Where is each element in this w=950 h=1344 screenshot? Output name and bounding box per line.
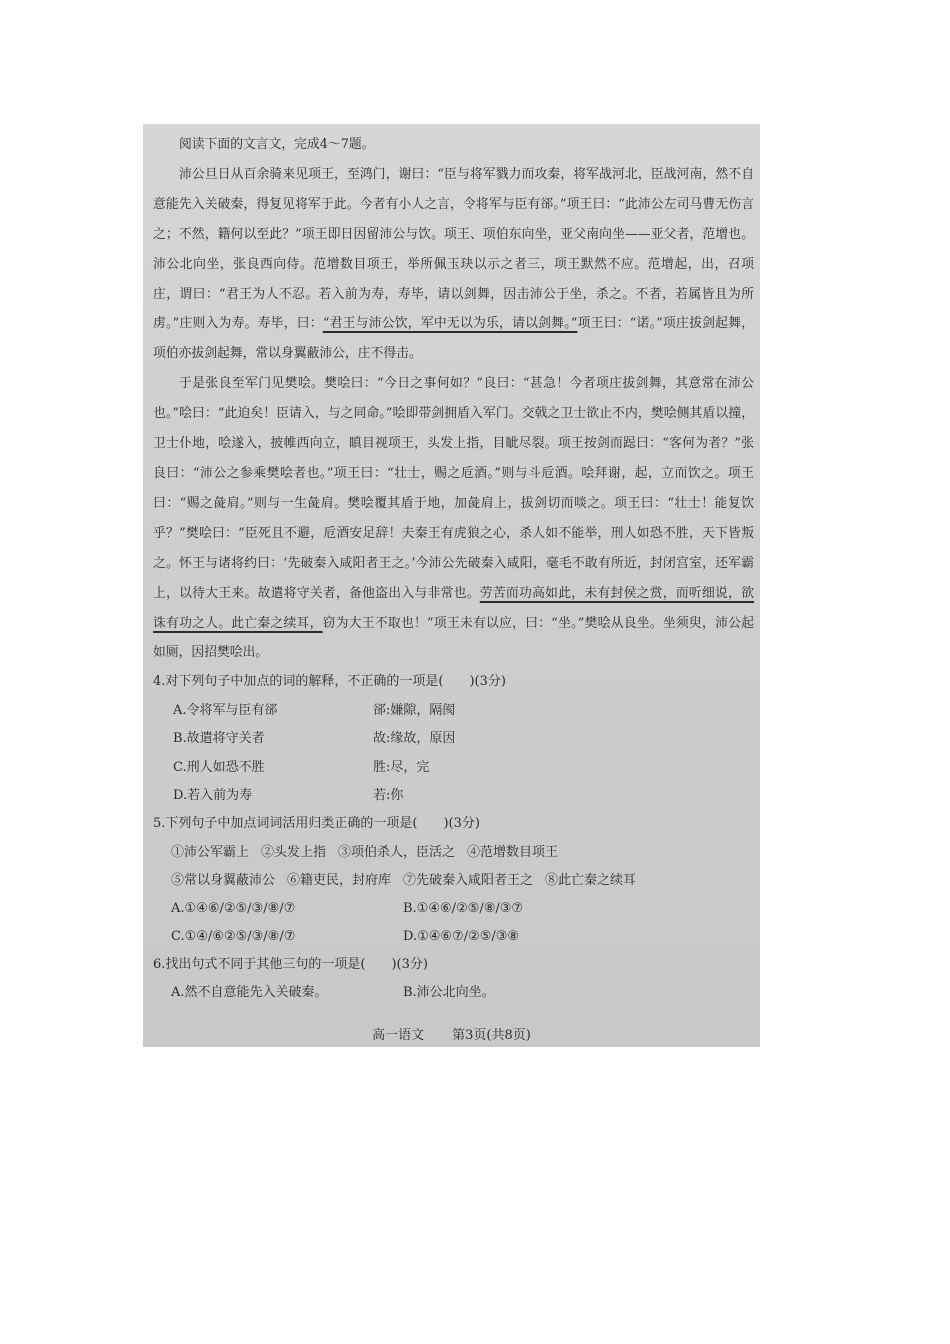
q4-option-d: D.若入前为寿 若:你 bbox=[173, 787, 404, 803]
q4-option-b: B.故遣将守关者 故:缘故，原因 bbox=[173, 731, 456, 747]
q4-option-c: C.刑人如恐不胜 胜:尽，完 bbox=[173, 759, 430, 775]
passage-text: 于是张良至军门见樊哙。樊哙曰：“今日之事何如？”良曰：“甚急！今者项庄拔剑舞，其意常在沛公也。”哙曰：“此迫矣！臣请入，与之同命。”哙即带剑拥盾入军门。交戟之卫士欲止不内，樊哙侧其盾以撞，卫士仆地，哙遂入，披帷西向立，瞋目视项王，头发上指，目眦尽裂。项王按剑而跽曰：“客何为者？”张良曰：“沛公之参乘樊哙者也。”项王曰：“壮士，赐之卮酒。”则与斗卮酒。哙拜谢，起，立而饮之。项王曰：“赐之彘肩。”则与一生彘肩。樊哙覆其盾于地，加彘肩上，拔剑切而啖之。项王曰：“壮士！能复饮乎？”樊哙曰：“臣死且不避，卮酒安足辞！夫秦王有虎狼之心，杀人如不能举，刑人如恐不胜，天下皆叛之。怀王与诸将约曰：‘先破秦入咸阳者王之。’今沛公先破秦入咸阳，毫毛不敢有所近，封闭宫室，还军霸上，以待大王来。故遣将守关者，备他盗出入与非常也。 bbox=[153, 376, 754, 601]
q5-items-row-1: ①沛公军霸上 ②头发上指 ③项伯杀人，臣活之 ④范增数目项王 bbox=[171, 844, 559, 860]
page-footer: 高一语文 第3页(共8页) bbox=[372, 1028, 531, 1043]
passage-text: 项王曰：“诺。”项庄拔剑起舞，项伯亦拔剑起舞，常以身翼蔽沛公，庄不得击。 bbox=[153, 316, 755, 362]
question-4-stem: 4.对下列句子中加点的词的解释，不正确的一项是( )(3分) bbox=[153, 674, 506, 690]
underlined-sentence: 劳苦而功高如此，未有封侯之赏，而听细说，欲诛有功之人。此亡秦之续耳， bbox=[153, 585, 755, 631]
passage-paragraph-2 bbox=[153, 369, 754, 668]
instruction: 阅读下面的文言文，完成4～7题。 bbox=[179, 137, 375, 152]
question-5-stem: 5.下列句子中加点词词活用归类正确的一项是( )(3分) bbox=[153, 816, 480, 832]
passage-paragraph-1 bbox=[153, 160, 754, 369]
question-6-stem: 6.找出句式不同于其他三句的一项是( )(3分) bbox=[153, 956, 428, 972]
q5-items-row-2: ⑤常以身翼蔽沛公 ⑥籍吏民，封府库 ⑦先破秦入咸阳者王之 ⑧此亡秦之续耳 bbox=[171, 872, 637, 888]
underlined-sentence: “君王与沛公饮，军中无以为乐，请以剑舞。” bbox=[322, 316, 578, 332]
passage-text: 窃为大王不取也！”项王未有以应，曰：“坐。”樊哙从良坐。坐须臾，沛公起如厕，因招樊哙出。 bbox=[153, 615, 754, 661]
q6-options: A.然不自意能先入关破秦。 B.沛公北向坐。 bbox=[171, 985, 495, 1001]
q5-answers-row-2: C.①④/⑥②⑤/③/⑧/⑦ D.①④⑥⑦/②⑤/③⑧ bbox=[171, 928, 520, 944]
q5-answers-row-1: A.①④⑥/②⑤/③/⑧/⑦ B.①④⑥/②⑤/⑧/③⑦ bbox=[171, 900, 524, 916]
passage-text: 沛公旦日从百余骑来见项王，至鸿门，谢曰：“臣与将军戮力而攻秦，将军战河北，臣战河南，然不自意能先入关破秦，得复见将军于此。今者有小人之言，令将军与臣有郤。”项王曰：“此沛公左司马曹无伤言之；不然，籍何以至此？”项王即日因留沛公与饮。项王、项伯东向坐，亚父南向坐——亚父者，范增也。沛公北向坐，张良西向侍。范增数目项王，举所佩玉玦以示之者三，项王默然不应。范增起，出，召项庄，谓曰：“君王为人不忍。若入前为寿，寿毕，请以剑舞，因击沛公于坐，杀之。不者，若属皆且为所虏。”庄则入为寿。寿毕，曰： bbox=[153, 166, 754, 332]
q4-option-a: A.令将军与臣有郤 郤:嫌隙，隔阂 bbox=[173, 702, 456, 718]
scanned-page bbox=[143, 124, 760, 1047]
